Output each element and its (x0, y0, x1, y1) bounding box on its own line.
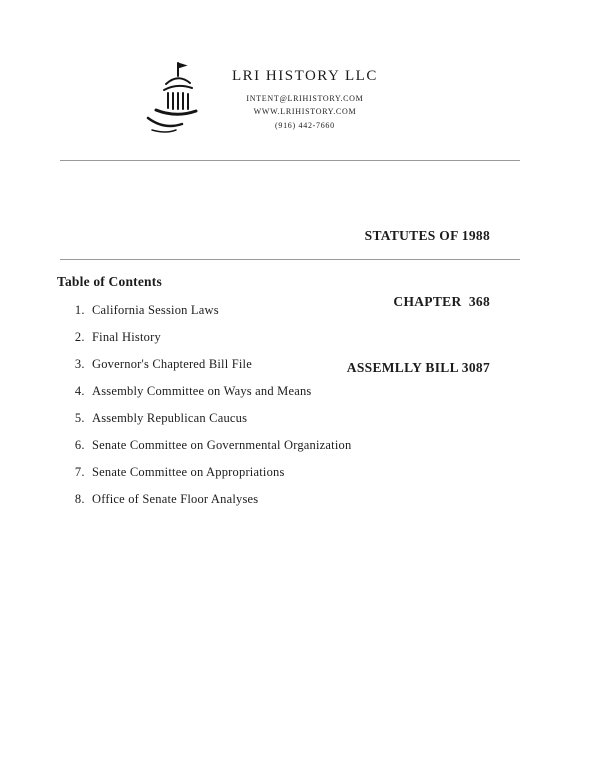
toc-item: 4. Assembly Committee on Ways and Means (88, 384, 351, 399)
letterhead (142, 60, 378, 136)
statutes-line: STATUTES OF 1988 (364, 228, 490, 243)
toc-item: 6. Senate Committee on Governmental Organization (88, 438, 351, 453)
toc-heading: Table of Contents (57, 274, 162, 289)
toc-item: 7. Senate Committee on Appropriations (88, 465, 351, 480)
divider-middle (60, 259, 520, 260)
bill-line: ASSEMLLY BILL 3087 (346, 360, 490, 375)
contact-block (232, 64, 378, 132)
toc-item: 8. Office of Senate Floor Analyses (88, 492, 351, 507)
chapter-line: CHAPTER 368 (393, 294, 490, 309)
toc-item: 2. Final History (88, 330, 351, 345)
toc-item: 3. Governor's Chaptered Bill File (88, 357, 351, 372)
company-email: INTENT@LRIHISTORY.COM (246, 94, 364, 104)
company-website: WWW.LRIHISTORY.COM (253, 107, 357, 117)
company-phone: (916) 442-7660 (275, 120, 335, 130)
capitol-sketch-logo-icon (142, 60, 206, 136)
toc-list (66, 303, 351, 519)
toc-item: 5. Assembly Republican Caucus (88, 411, 351, 426)
company-name: LRI HISTORY LLC (232, 68, 378, 85)
divider-top (60, 160, 520, 161)
toc-item: 1. California Session Laws (88, 303, 351, 318)
